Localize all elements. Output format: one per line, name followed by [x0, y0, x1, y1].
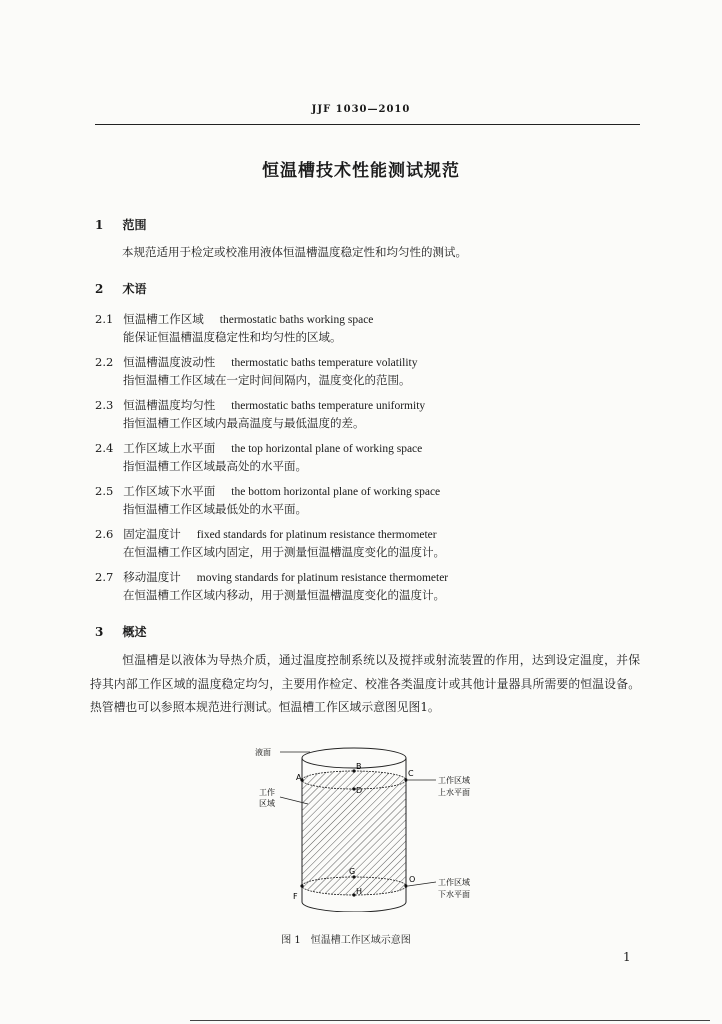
point-label-f: F	[293, 892, 298, 901]
term-number: 2.3	[95, 398, 114, 412]
term-entry	[95, 480, 440, 499]
work-area-figure	[250, 742, 500, 912]
term-chinese: 恒温槽工作区域	[123, 312, 204, 326]
section-number: 2	[95, 282, 104, 296]
section-title: 范围	[122, 218, 147, 232]
label-top-plane-1: 工作区域	[438, 776, 470, 785]
point-label-g: G	[349, 867, 356, 876]
term-entry	[95, 523, 437, 542]
overview-text: 恒温槽是以液体为导热介质，通过温度控制系统以及搅拌或射流装置的作用，达到设定温度，并保持其内部工作区域的温度稳定均匀，主要用作检定、校准各类温度计或其他计量器具所需要的恒温设备。热管槽也可以参照本规范进行测试。恒温槽工作区域示意图见图1。	[90, 653, 640, 714]
term-entry	[95, 351, 417, 370]
label-top-plane-2: 上水平面	[438, 788, 470, 797]
label-liquid-surface: 液面	[255, 748, 271, 757]
point-f	[300, 884, 303, 887]
point-o	[404, 884, 407, 887]
label-work-area-2: 区域	[259, 799, 275, 808]
term-definition: 指恒温槽工作区域在一定时间间隔内，温度变化的范围。	[123, 373, 411, 387]
section-number: 3	[95, 625, 104, 639]
term-definition: 指恒温槽工作区域最高处的水平面。	[123, 459, 307, 473]
term-number: 2.7	[95, 570, 114, 584]
term-english: fixed standards for platinum resistance thermometer	[196, 529, 437, 541]
term-chinese: 移动温度计	[123, 570, 181, 584]
term-chinese: 固定温度计	[123, 527, 181, 541]
term-entry	[95, 308, 373, 327]
term-english: the bottom horizontal plane of working space	[231, 486, 441, 498]
term-definition: 能保证恒温槽温度稳定性和均匀性的区域。	[123, 330, 342, 344]
term-number: 2.5	[95, 484, 114, 498]
section-1-text: 本规范适用于检定或校准用液体恒温槽温度稳定性和均匀性的测试。	[122, 245, 467, 259]
point-label-o: O	[409, 875, 416, 884]
point-label-h: H	[356, 887, 363, 896]
figure-caption: 图 1 恒温槽工作区域示意图	[281, 935, 411, 946]
label-work-area-1: 工作	[259, 788, 275, 797]
term-number: 2.1	[95, 312, 114, 326]
term-number: 2.2	[95, 355, 114, 369]
term-entry	[95, 437, 422, 456]
term-chinese: 工作区域下水平面	[123, 484, 216, 498]
section-title: 概述	[122, 625, 147, 639]
term-definition: 在恒温槽工作区域内移动，用于测量恒温槽温度变化的温度计。	[123, 588, 445, 602]
term-number: 2.6	[95, 527, 114, 541]
section-1-heading	[95, 214, 146, 233]
term-definition: 指恒温槽工作区域内最高温度与最低温度的差。	[123, 416, 365, 430]
point-label-a: A	[296, 773, 302, 782]
header-code: JJF 1030—2010	[311, 104, 411, 115]
term-english: moving standards for platinum resistance thermometer	[196, 572, 449, 584]
point-label-d: D	[356, 786, 363, 795]
term-number: 2.4	[95, 441, 114, 455]
term-english: thermostatic baths working space	[219, 314, 374, 326]
label-bottom-plane-2: 下水平面	[438, 890, 470, 899]
page-title: 恒温槽技术性能测试规范	[262, 161, 460, 181]
term-definition: 在恒温槽工作区域内固定，用于测量恒温槽温度变化的温度计。	[123, 545, 445, 559]
term-entry	[95, 394, 425, 413]
term-entry	[95, 566, 448, 585]
point-c	[404, 778, 407, 781]
label-bottom-plane-1: 工作区域	[438, 878, 470, 887]
header-rule	[95, 124, 640, 125]
term-chinese: 工作区域上水平面	[123, 441, 216, 455]
term-definition: 指恒温槽工作区域最低处的水平面。	[123, 502, 307, 516]
term-chinese: 恒温槽温度波动性	[123, 355, 216, 369]
term-english: thermostatic baths temperature uniformity	[231, 400, 426, 412]
vessel-bottom-rim	[302, 902, 406, 912]
term-chinese: 恒温槽温度均匀性	[123, 398, 216, 412]
term-english: the top horizontal plane of working space	[231, 443, 423, 455]
section-2-heading	[95, 278, 146, 297]
vessel-top-rim	[302, 748, 406, 768]
overview-paragraph	[90, 649, 640, 720]
section-title: 术语	[122, 282, 147, 296]
point-label-c: C	[408, 769, 414, 778]
footer-rule	[190, 1020, 710, 1021]
section-3-heading	[95, 621, 146, 640]
term-english: thermostatic baths temperature volatility	[231, 357, 418, 369]
point-label-b: B	[356, 762, 362, 771]
section-number: 1	[95, 218, 104, 232]
page-number: 1	[623, 950, 631, 964]
